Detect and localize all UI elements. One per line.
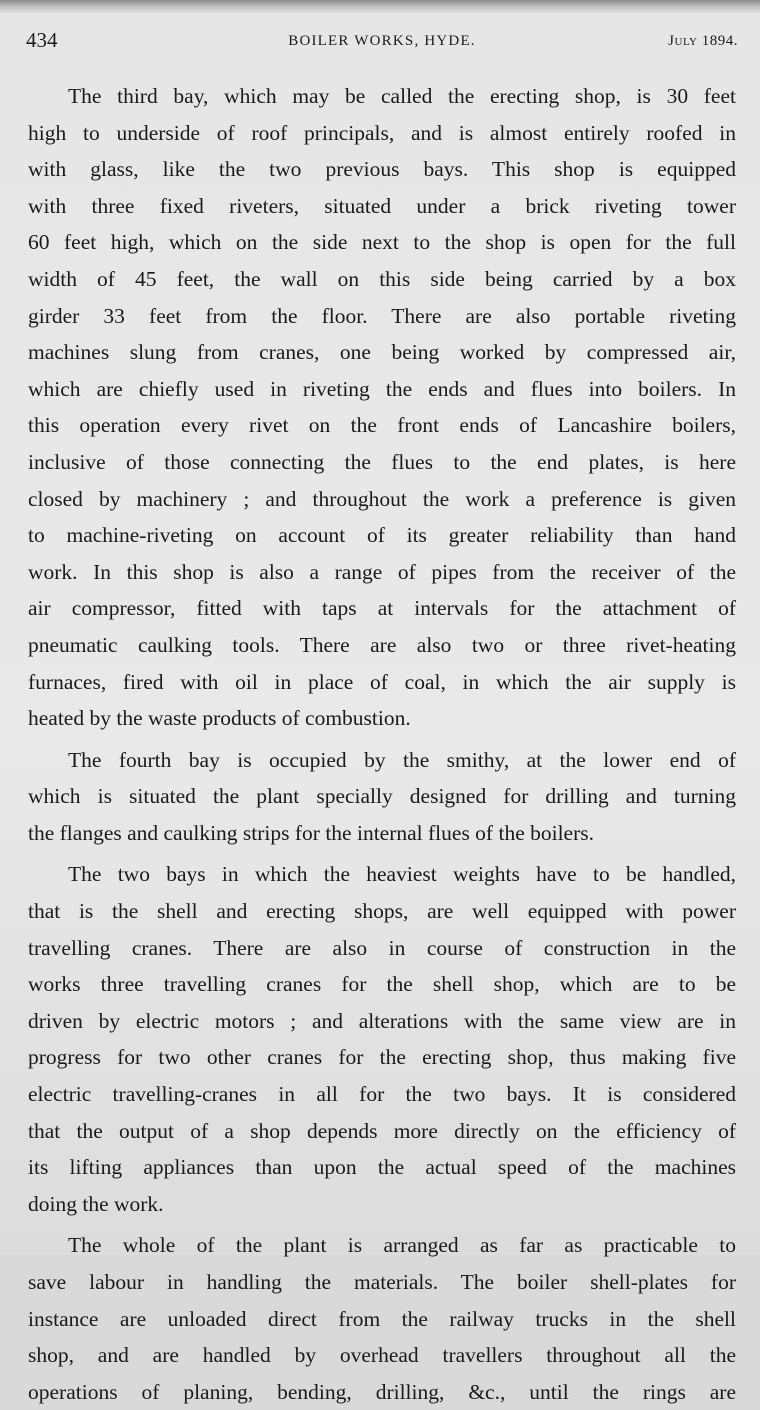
text-line: works three travelling cranes for the shell shop, which are to be: [28, 972, 736, 997]
text-line: doing the work.: [28, 1191, 164, 1216]
page-header: [26, 28, 738, 58]
text-line: 60 feet high, which on the side next to the shop is open for the full: [28, 230, 736, 255]
text-line: furnaces, fired with oil in place of coal, in which the air supply is: [28, 669, 736, 694]
text-line: shop, and are handled by overhead travellers throughout all the: [28, 1343, 736, 1368]
paragraph: [28, 1227, 736, 1410]
text-line: The two bays in which the heaviest weights have to be handled,: [68, 862, 736, 887]
text-line: inclusive of those connecting the flues to the end plates, is here: [28, 449, 736, 474]
text-line: progress for two other cranes for the erecting shop, thus making five: [28, 1045, 736, 1070]
text-line: this operation every rivet on the front ends of Lancashire boilers,: [28, 413, 736, 438]
text-line: work. In this shop is also a range of pipes from the receiver of the: [28, 559, 736, 584]
paragraph: [28, 78, 736, 737]
text-line: air compressor, fitted with taps at intervals for the attachment of: [28, 596, 736, 621]
text-line: its lifting appliances than upon the actual speed of the machines: [28, 1155, 736, 1180]
text-line: width of 45 feet, the wall on this side being carried by a box: [28, 266, 736, 291]
issue-date: July 1894.: [668, 33, 738, 49]
body-text: [28, 78, 736, 1410]
text-line: operations of planing, bending, drilling, &c., until the rings are: [28, 1379, 736, 1404]
paragraph: [28, 856, 736, 1222]
text-line: that is the shell and erecting shops, are well equipped with power: [28, 899, 736, 924]
text-line: driven by electric motors ; and alterations with the same view are in: [28, 1008, 736, 1033]
text-line: closed by machinery ; and throughout the work a preference is given: [28, 486, 736, 511]
text-line: pneumatic caulking tools. There are also two or three rivet-heating: [28, 632, 736, 657]
page-number: 434: [26, 28, 58, 52]
text-line: save labour in handling the materials. The boiler shell-plates for: [28, 1270, 736, 1294]
text-line: high to underside of roof principals, and is almost entirely roofed in: [28, 120, 736, 145]
text-line: The third bay, which may be called the erecting shop, is 30 feet: [68, 84, 736, 108]
text-line: travelling cranes. There are also in course of construction in the: [28, 935, 736, 960]
text-line: The fourth bay is occupied by the smithy, at the lower end of: [68, 747, 736, 772]
text-line: The whole of the plant is arranged as far as practicable to: [68, 1233, 736, 1258]
text-line: electric travelling-cranes in all for the two bays. It is considered: [28, 1082, 736, 1107]
text-line: to machine-riveting on account of its greater reliability than hand: [28, 523, 736, 548]
paragraph: [28, 742, 736, 852]
running-title: BOILER WORKS, HYDE.: [288, 33, 476, 49]
text-line: which is situated the plant specially designed for drilling and turning: [28, 784, 736, 809]
text-line: the flanges and caulking strips for the internal flues of the boilers.: [28, 820, 595, 845]
text-line: with glass, like the two previous bays. This shop is equipped: [28, 157, 736, 182]
text-line: machines slung from cranes, one being worked by compressed air,: [28, 340, 736, 365]
text-line: instance are unloaded direct from the railway trucks in the shell: [28, 1306, 736, 1331]
text-line: girder 33 feet from the floor. There are also portable riveting: [28, 303, 736, 328]
text-line: with three fixed riveters, situated under a brick riveting tower: [28, 193, 736, 218]
text-line: that the output of a shop depends more directly on the efficiency of: [28, 1118, 736, 1143]
text-line: heated by the waste products of combustion.: [28, 706, 411, 731]
text-line: which are chiefly used in riveting the ends and flues into boilers. In: [28, 376, 736, 401]
